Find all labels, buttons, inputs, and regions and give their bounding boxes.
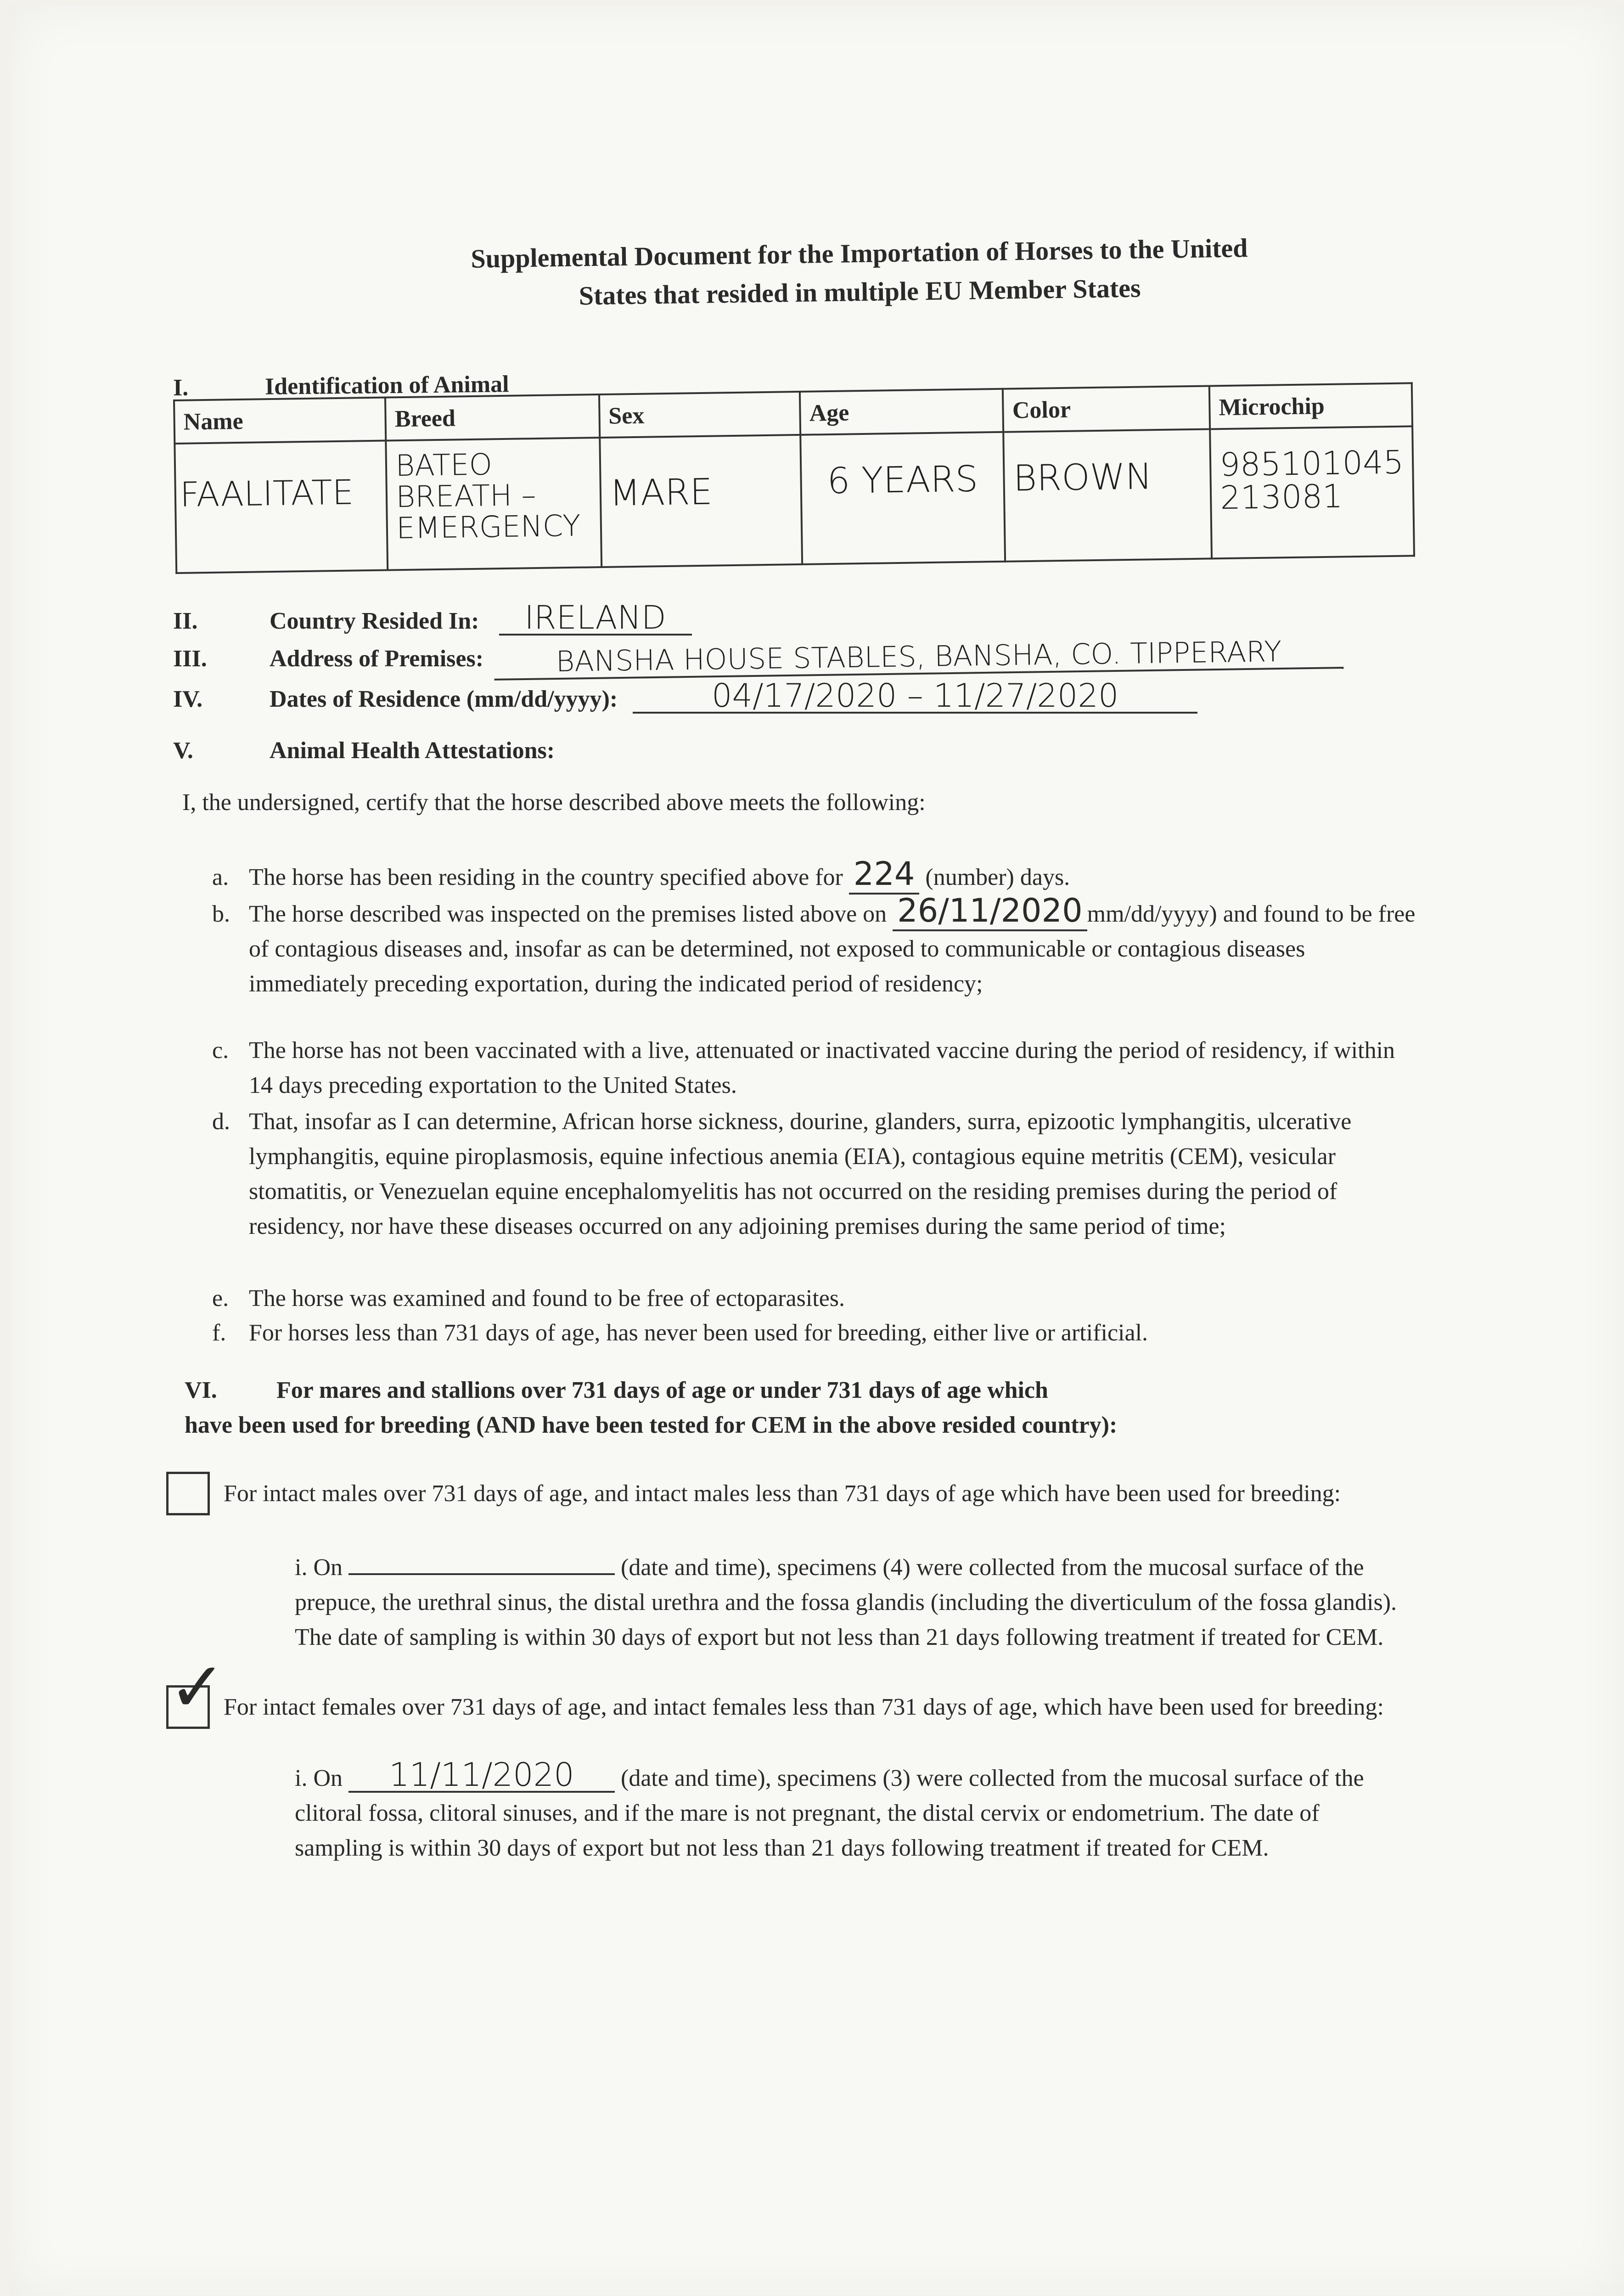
attestation-b-suffix: mm/dd/yyyy) and found to be free of contagious diseases and, insofar as can be determined, not exposed to communicable or contagious diseases immediately preceding exportation, during the indicated period of residency; bbox=[249, 901, 1416, 997]
section-6-title-line-2: have been used for breeding (AND have been tested for CEM in the above resided country): bbox=[185, 1412, 1118, 1438]
identification-table bbox=[173, 382, 1415, 574]
document-page bbox=[10, 5, 1624, 2296]
breed-line-1: BATEO bbox=[395, 448, 493, 484]
header-breed: Breed bbox=[385, 394, 600, 440]
females-date-field[interactable]: 11/11/2020 bbox=[348, 1759, 615, 1793]
females-specimens-text: (date and time), specimens (3) were collected from the mucosal surface of the clitoral fossa, clitoral sinuses, and if the mare is not pregnant, the distal cervix or endometrium. The date of sampling is within 30 days of export but not less than 21 days following treatment if treated for CEM. bbox=[295, 1765, 1364, 1861]
females-text: For intact females over 731 days of age, and intact females less than 731 days of age, which have been used for breeding: bbox=[224, 1694, 1384, 1720]
section-1-title: Identification of Animal bbox=[264, 371, 509, 400]
address-row bbox=[173, 634, 1343, 679]
section-5-number: V. bbox=[173, 737, 193, 764]
header-age: Age bbox=[800, 389, 1003, 435]
attestation-d bbox=[212, 1104, 1424, 1244]
cell-color: BROWN bbox=[1004, 429, 1212, 561]
attestation-a bbox=[212, 856, 1406, 895]
males-specimens bbox=[295, 1548, 1406, 1655]
cell-sex: MARE bbox=[600, 435, 802, 567]
letter-d: d. bbox=[212, 1109, 230, 1135]
section-5-title: Animal Health Attestations: bbox=[270, 737, 555, 764]
address-label: Address of Premises: bbox=[270, 646, 484, 672]
header-name: Name bbox=[174, 398, 386, 444]
letter-c: c. bbox=[212, 1037, 229, 1064]
section-4-number: IV. bbox=[173, 686, 203, 712]
header-sex: Sex bbox=[599, 392, 801, 438]
country-label: Country Resided In: bbox=[270, 608, 479, 634]
title-line-2: States that resided in multiple EU Member States bbox=[579, 273, 1141, 311]
males-text: For intact males over 731 days of age, and intact males less than 731 days of age which have been used for breeding: bbox=[224, 1480, 1341, 1507]
header-color: Color bbox=[1003, 386, 1210, 432]
microchip-line-1: 985101045 bbox=[1219, 443, 1404, 484]
section-6-title-line-1: For mares and stallions over 731 days of age or under 731 days of age which bbox=[276, 1377, 1048, 1403]
section-1-number: I. bbox=[173, 375, 189, 401]
males-date-field[interactable] bbox=[348, 1548, 615, 1575]
females-specimens bbox=[295, 1756, 1406, 1866]
table-row bbox=[174, 426, 1414, 573]
checkmark-icon: ✓ bbox=[169, 1648, 226, 1728]
cell-age: 6 YEARS bbox=[800, 432, 1005, 564]
attestation-intro: I, the undersigned, certify that the horse described above meets the following: bbox=[182, 789, 926, 816]
title-line-1: Supplemental Document for the Importation of Horses to the United bbox=[470, 233, 1248, 274]
letter-a: a. bbox=[212, 864, 229, 890]
inspection-date-value: 26/11/2020 bbox=[893, 892, 1087, 931]
cell-name: FAALITATE bbox=[174, 441, 388, 573]
days-value: 224 bbox=[849, 855, 920, 895]
breed-line-2: BREATH – bbox=[395, 478, 536, 515]
males-checkbox[interactable] bbox=[166, 1472, 210, 1515]
cell-microchip bbox=[1210, 426, 1414, 558]
dates-of-residence-row bbox=[173, 677, 1197, 715]
attestation-b-text: The horse described was inspected on the premises listed above on bbox=[249, 901, 887, 927]
country-resided-row bbox=[173, 599, 692, 636]
males-specimens-text: (date and time), specimens (4) were collected from the mucosal surface of the prepuce, the urethral sinus, the distal urethra and the fossa glandis (including the diverticulum of the fossa glandis). The date of sampling is within 30 days of export but not less than 21 days following treatment if treated for CEM. bbox=[295, 1554, 1397, 1650]
females-sub-label: i. On bbox=[295, 1765, 343, 1791]
attestation-e-text: The horse was examined and found to be free of ectoparasites. bbox=[249, 1285, 845, 1311]
section-6-heading bbox=[185, 1373, 1433, 1443]
address-value: BANSHA HOUSE STABLES, BANSHA, CO. TIPPERARY bbox=[494, 635, 1344, 681]
dates-value: 04/17/2020 – 11/27/2020 bbox=[633, 680, 1197, 714]
dates-label: Dates of Residence (mm/dd/yyyy): bbox=[270, 686, 618, 712]
attestation-c bbox=[212, 1033, 1424, 1103]
document-title bbox=[308, 226, 1411, 319]
microchip-line-2: 213081 bbox=[1219, 477, 1343, 517]
cell-breed bbox=[386, 438, 601, 570]
attestation-e bbox=[212, 1281, 1424, 1316]
attestation-a-text: The horse has been residing in the country specified above for bbox=[249, 864, 843, 890]
section-2-number: II. bbox=[173, 608, 198, 634]
attestation-f-text: For horses less than 731 days of age, has never been used for breeding, either live or artificial. bbox=[249, 1320, 1148, 1346]
letter-e: e. bbox=[212, 1285, 229, 1311]
country-value: IRELAND bbox=[499, 602, 692, 636]
attestation-d-text: That, insofar as I can determine, African horse sickness, dourine, glanders, surra, epizootic lymphangitis, ulcerative lymphangitis, equine piroplasmosis, equine infectious anemia (EIA), contagious equine metritis (CEM), vesicular stomatitis, or Venezuelan equine encephalomyelitis has not occurred on the residing premises during the period of residency, nor have these diseases occurred on any adjoining premises during the same period of time; bbox=[249, 1109, 1352, 1239]
breed-line-3: EMERGENCY bbox=[396, 509, 581, 546]
attestation-c-text: The horse has not been vaccinated with a live, attenuated or inactivated vaccine during the period of residency, if within 14 days preceding exportation to the United States. bbox=[249, 1037, 1395, 1098]
header-microchip: Microchip bbox=[1209, 383, 1412, 429]
section-5-heading bbox=[173, 737, 555, 764]
section-6-number: VI. bbox=[185, 1377, 217, 1403]
attestation-a-suffix: (number) days. bbox=[925, 864, 1070, 890]
attestation-f bbox=[212, 1316, 1452, 1351]
letter-b: b. bbox=[212, 901, 230, 927]
section-3-number: III. bbox=[173, 646, 207, 672]
males-sub-label: i. On bbox=[295, 1554, 343, 1581]
letter-f: f. bbox=[212, 1320, 226, 1346]
attestation-b bbox=[212, 893, 1424, 1002]
